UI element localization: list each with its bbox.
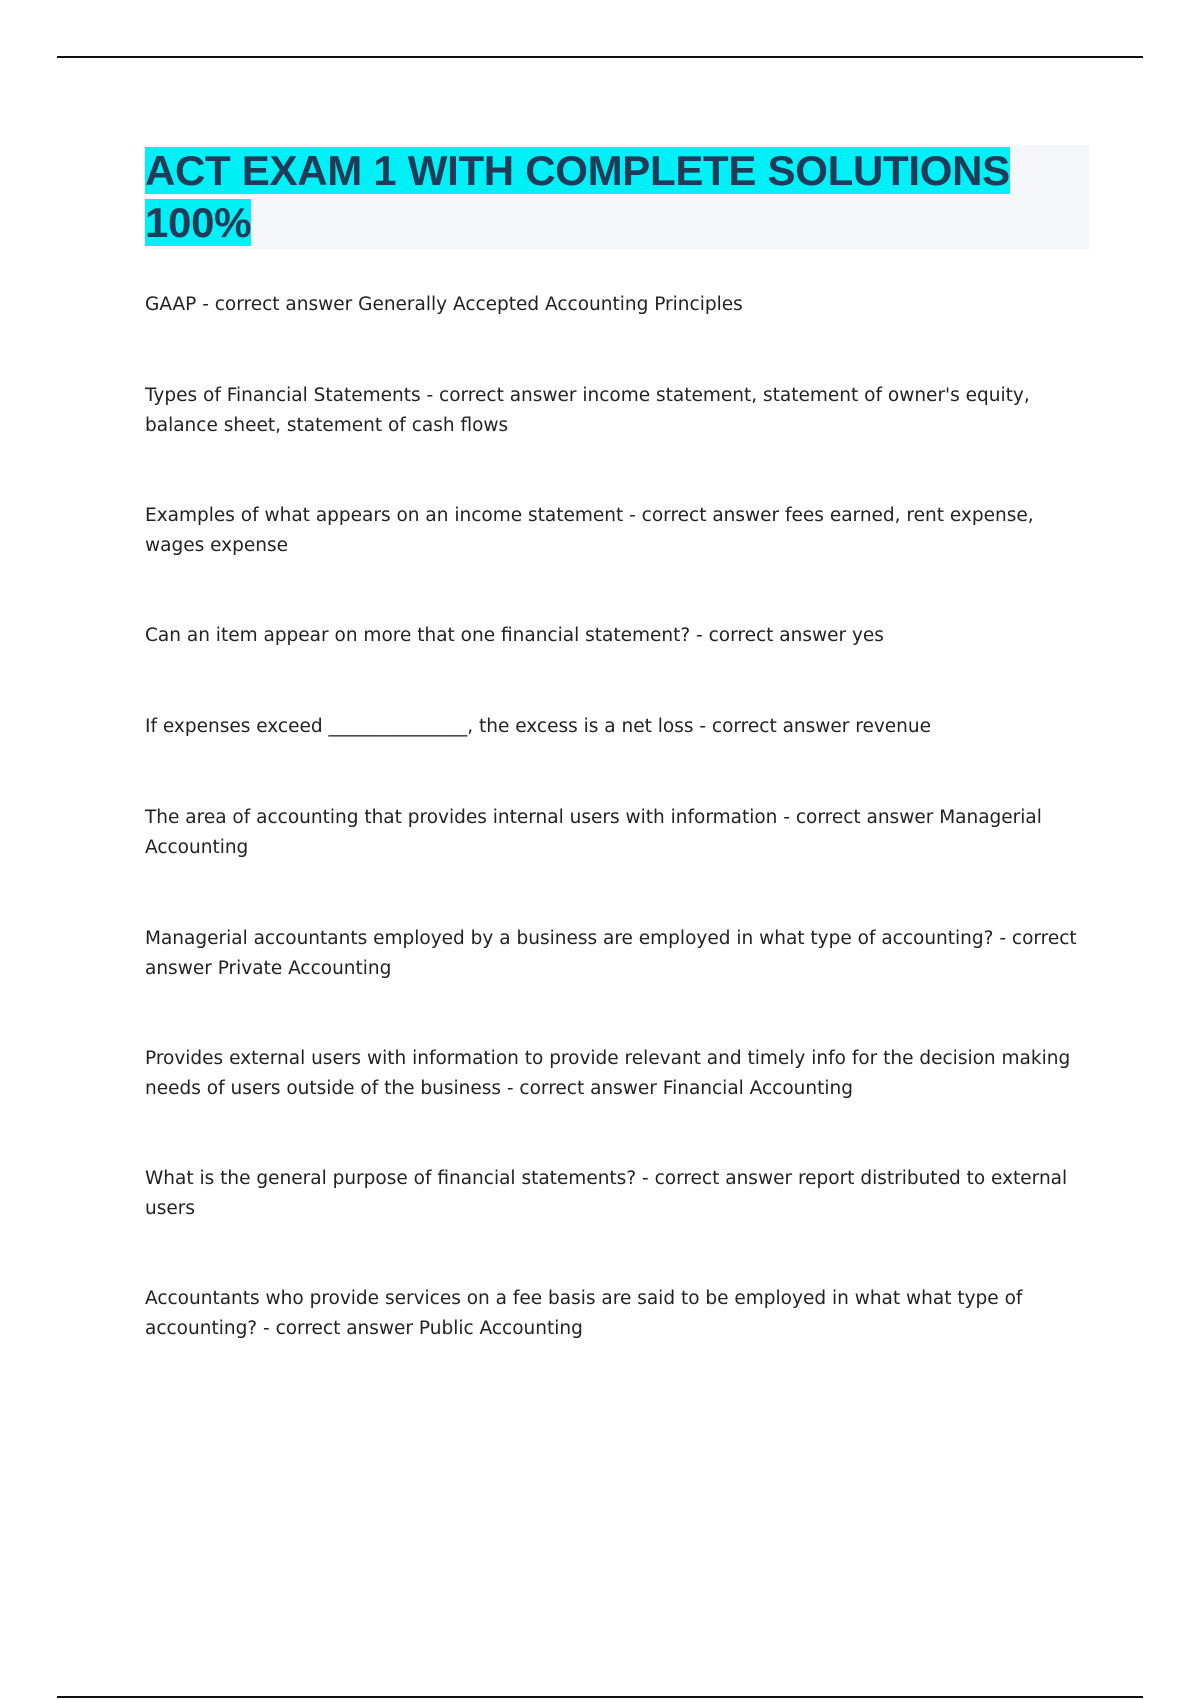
qa-item: Types of Financial Statements - correct answer income statement, statement of owner's equity, balance sheet, statement of cash flows [145,385,1030,436]
qa-item: Can an item appear on more that one financial statement? - correct answer yes [145,625,884,646]
qa-item: Examples of what appears on an income statement - correct answer fees earned, rent expense, wages expense [145,505,1034,556]
footer-rule [57,1696,1143,1698]
qa-item: The area of accounting that provides internal users with information - correct answer Managerial Accounting [145,807,1042,858]
qa-item: Provides external users with information to provide relevant and timely info for the decision making needs of users outside of the business - correct answer Financial Accounting [145,1048,1071,1099]
qa-item: Accountants who provide services on a fee basis are said to be employed in what what type of accounting? - correct answer Public Accounting [145,1288,1023,1339]
title-block [145,145,1089,249]
qa-item: What is the general purpose of financial statements? - correct answer report distributed to external users [145,1168,1068,1219]
page-title [145,145,1089,249]
page-title-text: ACT EXAM 1 WITH COMPLETE SOLUTIONS 100% [145,147,1010,246]
qa-item: If expenses exceed _______________, the excess is a net loss - correct answer revenue [145,716,932,737]
qa-item: GAAP - correct answer Generally Accepted Accounting Principles [145,294,743,315]
qa-item: Managerial accountants employed by a business are employed in what type of accounting? - correct answer Private Accounting [145,928,1077,979]
header-rule [57,56,1143,58]
